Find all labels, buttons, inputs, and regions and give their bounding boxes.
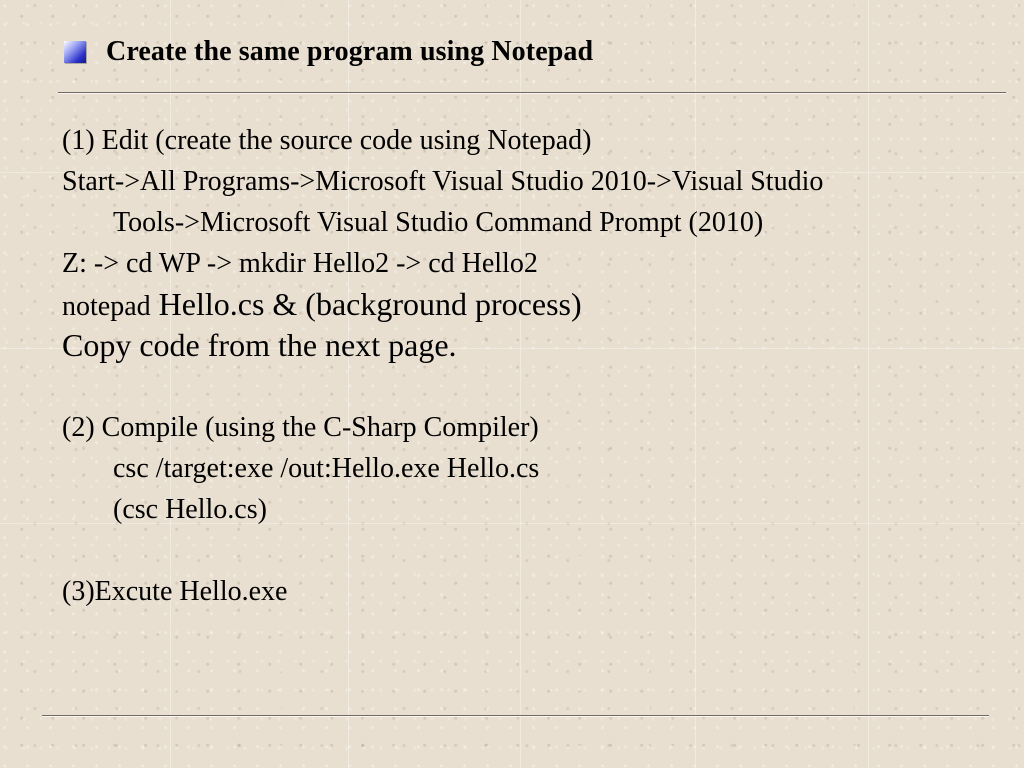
title-row bbox=[64, 36, 593, 68]
spacer bbox=[62, 530, 1002, 571]
menu-path-line: Start->All Programs->Microsoft Visual Studio 2010->Visual Studio bbox=[62, 166, 824, 197]
title-divider bbox=[58, 92, 1006, 94]
spacer bbox=[62, 366, 1002, 407]
notepad-command-args: Hello.cs & (background process) bbox=[150, 286, 582, 322]
square-bullet-icon bbox=[64, 41, 86, 63]
footer-divider bbox=[42, 715, 989, 717]
compile-command-short: (csc Hello.cs) bbox=[113, 494, 267, 525]
copy-code-note: Copy code from the next page. bbox=[62, 327, 457, 363]
menu-path-continuation: Tools->Microsoft Visual Studio Command Prompt (2010) bbox=[113, 207, 764, 238]
slide-title: Create the same program using Notepad bbox=[106, 36, 594, 67]
notepad-command-name: notepad bbox=[62, 291, 151, 322]
notepad-command bbox=[62, 284, 1002, 325]
step-1-heading: (1) Edit (create the source code using Notepad) bbox=[62, 125, 592, 156]
step-2-heading: (2) Compile (using the C-Sharp Compiler) bbox=[62, 412, 539, 443]
slide-body bbox=[62, 120, 1002, 612]
directory-commands: Z: -> cd WP -> mkdir Hello2 -> cd Hello2 bbox=[62, 248, 538, 279]
compile-command: csc /target:exe /out:Hello.exe Hello.cs bbox=[113, 453, 540, 484]
step-3-heading: (3)Excute Hello.exe bbox=[62, 576, 288, 607]
